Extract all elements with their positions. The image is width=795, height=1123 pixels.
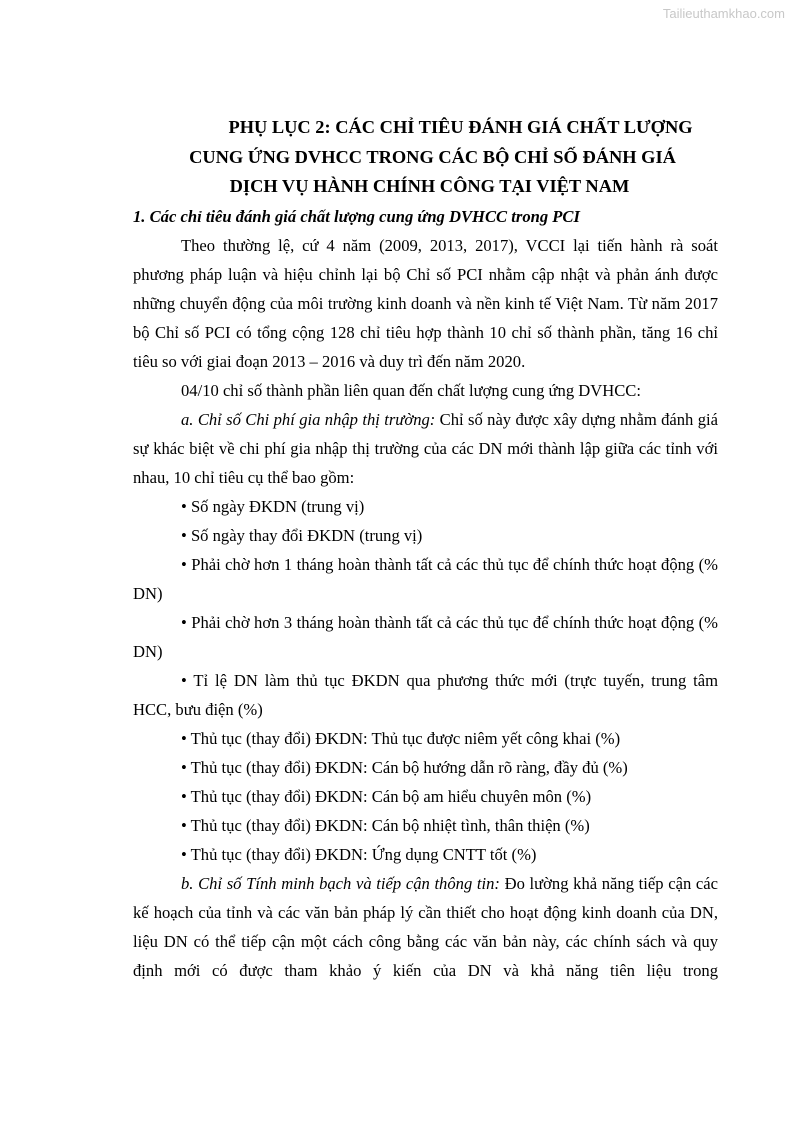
bullet-item: • Phải chờ hơn 3 tháng hoàn thành tất cả các thủ tục để chính thức hoạt động (% DN) xyxy=(133,612,718,661)
bullet-item: • Thủ tục (thay đổi) ĐKDN: Cán bộ hướng dẫn rõ ràng, đầy đủ (%) xyxy=(181,757,628,777)
subsection-b-label: b. Chỉ số Tính minh bạch và tiếp cận thông tin: xyxy=(181,873,500,893)
intro-paragraph: Theo thường lệ, cứ 4 năm (2009, 2013, 2017), VCCI lại tiến hành rà soát phương pháp luận và hiệu chỉnh lại bộ Chỉ số PCI nhằm cập nhật và phản ánh được những chuyển động của môi trường kinh doanh và nền kinh tế Việt Nam. Từ năm 2017 bộ Chỉ số PCI có tổng cộng 128 chỉ tiêu hợp thành 10 chỉ số thành phần, tăng 16 chỉ tiêu so với giai đoạn 2013 – 2016 và duy trì đến năm 2020. xyxy=(133,235,718,371)
bullet-item: • Tỉ lệ DN làm thủ tục ĐKDN qua phương thức mới (trực tuyến, trung tâm HCC, bưu điện (%) xyxy=(133,670,718,719)
components-paragraph: 04/10 chỉ số thành phần liên quan đến chất lượng cung ứng DVHCC: xyxy=(181,380,641,400)
bullet-item: • Thủ tục (thay đổi) ĐKDN: Cán bộ am hiểu chuyên môn (%) xyxy=(181,786,592,806)
bullet-item: • Số ngày thay đổi ĐKDN (trung vị) xyxy=(181,525,423,545)
bullet-item: • Thủ tục (thay đổi) ĐKDN: Cán bộ nhiệt tình, thân thiện (%) xyxy=(181,815,590,835)
subsection-a-label: a. Chỉ số Chi phí gia nhập thị trường: xyxy=(181,409,436,429)
watermark: Tailieuthamkhao.com xyxy=(662,6,785,21)
section-1-heading: 1. Các chỉ tiêu đánh giá chất lượng cung ứng DVHCC trong PCI xyxy=(133,206,580,226)
title-line-3: DỊCH VỤ HÀNH CHÍNH CÔNG TẠI VIỆT NAM xyxy=(229,176,630,196)
subsection-b-paragraph xyxy=(133,869,718,985)
bullet-item: • Thủ tục (thay đổi) ĐKDN: Thủ tục được niêm yết công khai (%) xyxy=(181,728,621,748)
title-line-2: CUNG ỨNG DVHCC TRONG CÁC BỘ CHỈ SỐ ĐÁNH GIÁ xyxy=(189,146,676,167)
bullet-item: • Số ngày ĐKDN (trung vị) xyxy=(181,496,365,516)
subsection-a-text: Chỉ số này được xây dựng nhằm đánh giá sự khác biệt về chi phí gia nhập thị trường của các DN mới thành lập giữa các tỉnh với nhau, 10 chỉ tiêu cụ thể bao gồm: xyxy=(133,409,718,487)
title-line-1: PHỤ LỤC 2: CÁC CHỈ TIÊU ĐÁNH GIÁ CHẤT LƯỢNG xyxy=(228,117,693,137)
bullet-item: • Phải chờ hơn 1 tháng hoàn thành tất cả các thủ tục để chính thức hoạt động (% DN) xyxy=(133,554,718,603)
appendix-title xyxy=(133,113,718,202)
bullet-item: • Thủ tục (thay đổi) ĐKDN: Ứng dụng CNTT tốt (%) xyxy=(181,844,537,864)
document-page xyxy=(133,113,718,985)
subsection-a-paragraph xyxy=(133,405,718,492)
subsection-b-text: Đo lường khả năng tiếp cận các kế hoạch của tỉnh và các văn bản pháp lý cần thiết cho hoạt động kinh doanh của DN, liệu DN có thể tiếp cận một cách công bằng các văn bản này, các chính sách và quy định mới có được tham khảo ý kiến của DN và khả năng tiên liệu trong xyxy=(133,873,718,980)
